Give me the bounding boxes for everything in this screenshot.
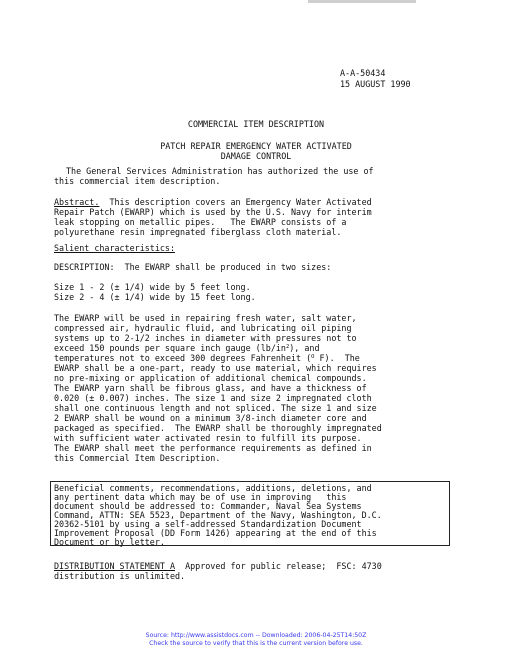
description-line: DESCRIPTION: The EWARP shall be produced in two sizes: xyxy=(54,262,332,272)
body-line-4-end: ), and xyxy=(289,343,320,353)
body-line-3: systems up to 2-1/2 inches in diameter with pressures not to xyxy=(54,333,357,343)
abstract-line-1 xyxy=(54,197,372,207)
squared-superscript: 2 xyxy=(285,344,290,350)
body-line-9: 0.020 (± 0.007) inches. The size 1 and size 2 impregnated cloth xyxy=(54,393,372,403)
abstract-heading: Abstract. xyxy=(54,197,100,207)
body-line-8: The EWARP yarn shall be fibrous glass, and have a thickness of xyxy=(54,383,367,393)
abstract-line-4: polyurethane resin impregnated fiberglass cloth material. xyxy=(54,227,342,237)
body-line-4 xyxy=(54,343,320,353)
intro-line-1: The General Services Administration has authorized the use of xyxy=(66,166,374,176)
size-2-line: Size 2 - 4 (± 1/4) wide by 15 feet long. xyxy=(54,292,256,302)
comments-line-3: document should be addressed to: Commander, Naval Sea Systems xyxy=(54,501,362,511)
degree-superscript: O xyxy=(311,354,315,360)
body-line-13: with sufficient water activated resin to fulfill its purpose. xyxy=(54,433,362,443)
source-footer[interactable]: Source: http://www.assistdocs.com -- Downloaded: 2006-04-25T14:50Z xyxy=(145,632,367,639)
comments-line-4: Command, ATTN: SEA 5523, Department of the Navy, Washington, D.C. xyxy=(54,510,382,520)
abstract-line-3: leak stopping on metallic pipes. The EWARP consists of a xyxy=(54,217,347,227)
body-line-4-text: exceed 150 pounds per square inch gauge (lb/in xyxy=(54,343,286,353)
document-number: A-A-50434 xyxy=(340,68,386,78)
comments-line-6: Improvement Proposal (DD Form 1426) appearing at the end of this xyxy=(54,528,377,538)
document-id-block xyxy=(340,68,411,90)
comments-line-2: any pertinent data which may be of use in improving this xyxy=(54,492,347,502)
distribution-line-1 xyxy=(54,561,382,571)
document-type: COMMERCIAL ITEM DESCRIPTION xyxy=(187,119,325,129)
body-line-6: EWARP shall be a one-part, ready to use material, which requires xyxy=(54,363,377,373)
comments-line-7: Document or by letter. xyxy=(54,537,165,547)
distribution-text: Approved for public release; FSC: 4730 xyxy=(175,561,382,571)
document-title: PATCH REPAIR EMERGENCY WATER ACTIVATED xyxy=(160,141,352,151)
abstract-text-start: This description covers an Emergency Water Activated xyxy=(99,197,372,207)
body-line-14: The EWARP shall meet the performance requirements as defined in xyxy=(54,443,372,453)
body-line-7: no pre-mixing or application of additional chemical compounds. xyxy=(54,373,367,383)
abstract-line-2: Repair Patch (EWARP) which is used by the U.S. Navy for interim xyxy=(54,207,372,217)
body-line-10: shall one continuous length and not spliced. The size 1 and size xyxy=(54,403,377,413)
verify-footer: Check the source to verify that this is the current version before use. xyxy=(149,640,363,647)
body-line-5-text: temperatures not to exceed 300 degrees Fahrenheit ( xyxy=(54,353,312,363)
size-1-line: Size 1 - 2 (± 1/4) wide by 5 feet long. xyxy=(54,282,251,292)
document-subtitle: DAMAGE CONTROL xyxy=(220,151,292,161)
scan-mark xyxy=(308,0,416,3)
body-line-5-end: F). The xyxy=(314,353,360,363)
body-line-2: compressed air, hydraulic fluid, and lubricating oil piping xyxy=(54,323,352,333)
salient-heading: Salient characteristics: xyxy=(54,243,176,253)
comments-line-5: 20362-5101 by using a self-addressed Standardization Document xyxy=(54,519,362,529)
body-line-1: The EWARP will be used in repairing fresh water, salt water, xyxy=(54,313,357,323)
intro-line-2: this commercial item description. xyxy=(54,176,221,186)
body-line-12: packaged as specified. The EWARP shall be thoroughly impregnated xyxy=(54,423,382,433)
distribution-line-2: distribution is unlimited. xyxy=(54,571,186,581)
comments-line-1: Beneficial comments, recommendations, additions, deletions, and xyxy=(54,483,372,493)
body-line-15: this Commercial Item Description. xyxy=(54,453,221,463)
body-line-5 xyxy=(54,353,360,363)
document-date: 15 AUGUST 1990 xyxy=(340,79,411,89)
body-line-11: 2 EWARP shall be wound on a minimum 3/8-inch diameter core and xyxy=(54,413,367,423)
distribution-heading: DISTRIBUTION STATEMENT A xyxy=(54,561,176,571)
